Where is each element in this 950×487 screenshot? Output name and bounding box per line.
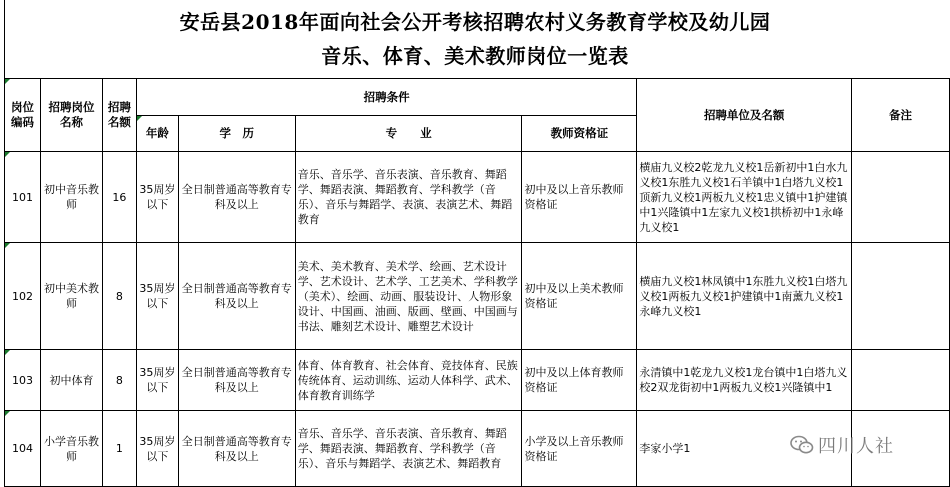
job-table	[4, 78, 950, 487]
cell-count: 1	[102, 411, 136, 487]
header-major: 专 业	[295, 116, 522, 152]
cell-count: 8	[102, 350, 136, 411]
cell-remarks	[852, 152, 950, 243]
cell-units: 永清镇中1乾龙九义校1龙台镇中1白塔九义校2双龙街初中1两板九义校1兴隆镇中1	[637, 350, 852, 411]
cell-name: 小学音乐教师	[40, 411, 102, 487]
cell-education: 全日制普通高等教育专科及以上	[178, 411, 295, 487]
cell-education: 全日制普通高等教育专科及以上	[178, 243, 295, 350]
header-education: 学 历	[178, 116, 295, 152]
cell-education: 全日制普通高等教育专科及以上	[178, 152, 295, 243]
table-row	[5, 243, 950, 350]
header-row-1	[5, 79, 950, 116]
cell-age: 35周岁以下	[136, 152, 178, 243]
cell-certificate: 初中及以上体育教师资格证	[522, 350, 637, 411]
title-line-1: 安岳县2018年面向社会公开考核招聘农村义务教育学校及幼儿园	[179, 10, 771, 34]
document-title	[0, 0, 950, 78]
watermark	[790, 432, 940, 458]
cell-age: 35周岁以下	[136, 243, 178, 350]
header-age: 年龄	[136, 116, 178, 152]
header-remarks: 备注	[852, 79, 950, 152]
cell-remarks	[852, 243, 950, 350]
cell-age: 35周岁以下	[136, 350, 178, 411]
cell-name: 初中体育	[40, 350, 102, 411]
cell-major: 音乐、音乐学、音乐表演、音乐教育、舞蹈学、舞蹈表演、舞蹈教育、学科教学（音乐）、音乐与舞蹈学、表演艺术、舞蹈教育	[295, 411, 522, 487]
wechat-icon	[790, 435, 814, 455]
cell-units: 横庙九义校2乾龙九义校1岳新初中1白水九义校1东胜九义校1石羊镇中1白塔九义校1顶新九义校1两板九义校1忠义镇中1护建镇中1兴隆镇中1左家九义校1拱桥初中1永峰九义校1	[637, 152, 852, 243]
cell-count: 8	[102, 243, 136, 350]
cell-certificate: 初中及以上音乐教师资格证	[522, 152, 637, 243]
header-name: 招聘岗位名称	[40, 79, 102, 152]
cell-units: 李家小学1	[637, 411, 852, 487]
header-units: 招聘单位及名额	[637, 79, 852, 152]
header-certificate: 教师资格证	[522, 116, 637, 152]
header-conditions: 招聘条件	[136, 79, 636, 116]
cell-code: 101	[5, 152, 41, 243]
header-count: 招聘名额	[102, 79, 136, 152]
table-row	[5, 152, 950, 243]
cell-name: 初中音乐教师	[40, 152, 102, 243]
cell-major: 音乐、音乐学、音乐表演、音乐教育、舞蹈学、舞蹈表演、舞蹈教育、学科教学（音乐）、音乐与舞蹈学、表演、表演艺术、舞蹈教育	[295, 152, 522, 243]
cell-certificate: 小学及以上音乐教师资格证	[522, 411, 637, 487]
cell-certificate: 初中及以上美术教师资格证	[522, 243, 637, 350]
cell-units: 横庙九义校1林凤镇中1东胜九义校1白塔九义校1两板九义校1护建镇中1南薰九义校1永峰九义校1	[637, 243, 852, 350]
title-line-2: 音乐、体育、美术教师岗位一览表	[321, 44, 629, 68]
cell-education: 全日制普通高等教育专科及以上	[178, 350, 295, 411]
table-row	[5, 350, 950, 411]
cell-count: 16	[102, 152, 136, 243]
watermark-text: 四川人社	[818, 436, 894, 457]
header-code: 岗位编码	[5, 79, 41, 152]
cell-remarks	[852, 350, 950, 411]
cell-code: 103	[5, 350, 41, 411]
cell-major: 体育、体育教育、社会体育、竞技体育、民族传统体育、运动训练、运动人体科学、武术、体育教育训练学	[295, 350, 522, 411]
cell-code: 102	[5, 243, 41, 350]
cell-age: 35周岁以下	[136, 411, 178, 487]
cell-code: 104	[5, 411, 41, 487]
cell-major: 美术、美术教育、美术学、绘画、艺术设计学、艺术设计、艺术学、工艺美术、学科教学（美术）、绘画、动画、服装设计、人物形象设计、中国画、油画、版画、壁画、中国画与书法、雕刻艺术设计、雕塑艺术设计	[295, 243, 522, 350]
cell-name: 初中美术教师	[40, 243, 102, 350]
